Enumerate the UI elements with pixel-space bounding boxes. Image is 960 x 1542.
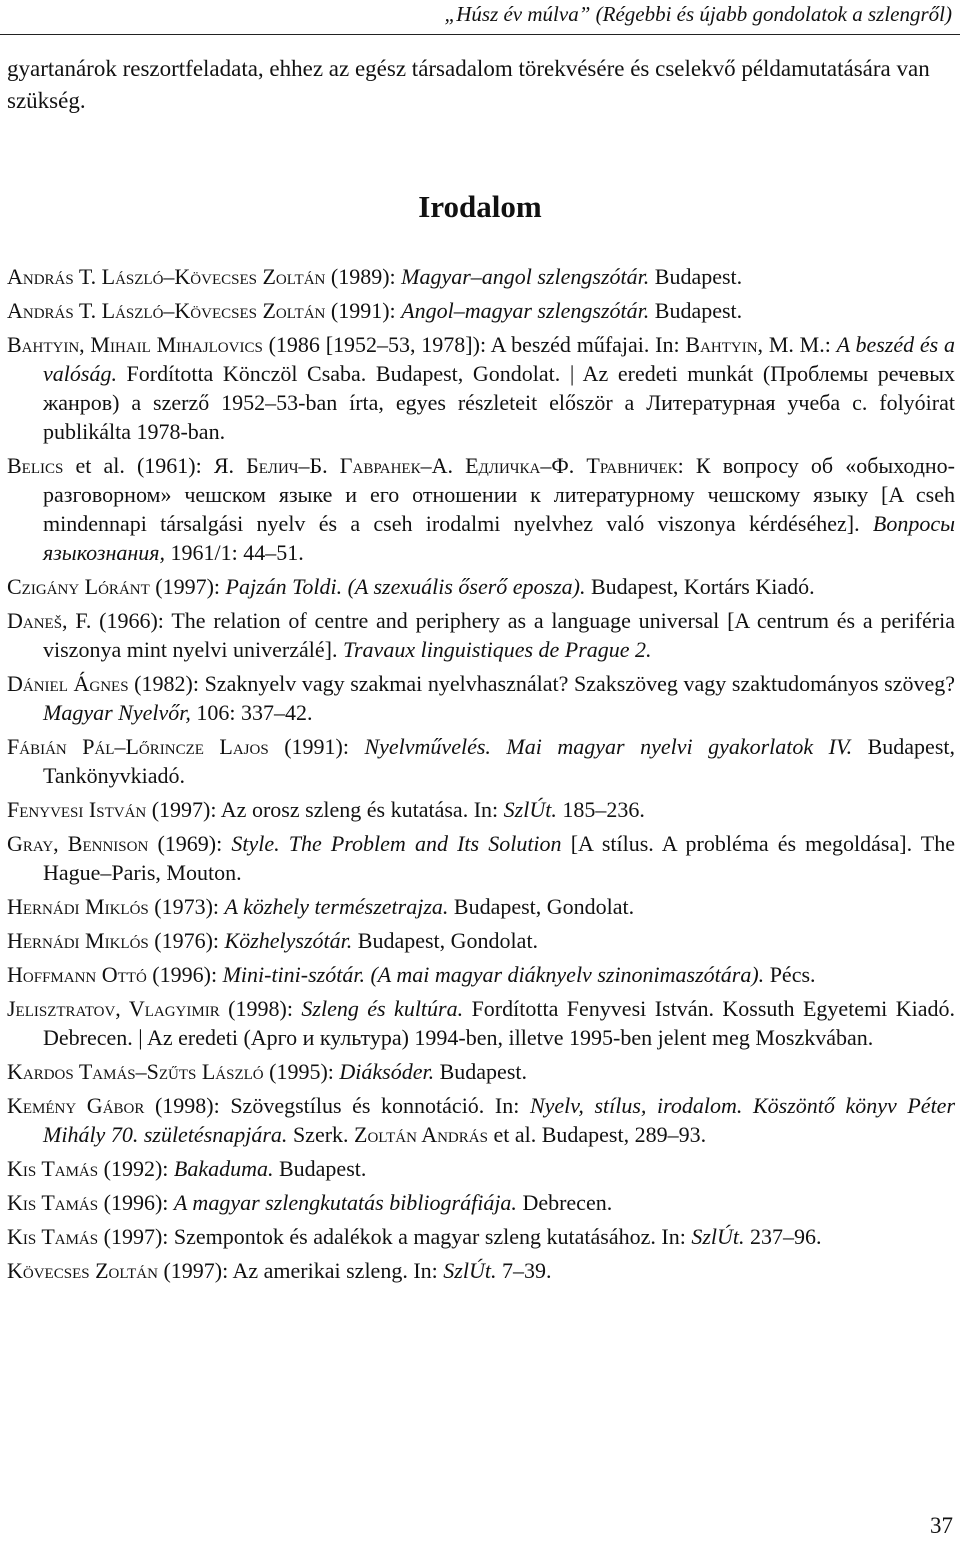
reference-text: Budapest, Gondolat. bbox=[352, 928, 539, 953]
reference-text: (1997): Szempontok és adalékok a magyar szleng kutatásához. In: bbox=[98, 1224, 692, 1249]
reference-title: SzlÚt. bbox=[443, 1258, 497, 1283]
reference-title: A közhely természetrajza. bbox=[224, 894, 449, 919]
reference-author: Kemény Gábor bbox=[7, 1093, 145, 1118]
reference-entry bbox=[7, 829, 955, 887]
reference-entry bbox=[7, 926, 955, 955]
reference-author: Kardos Tamás–Szűts László bbox=[7, 1059, 264, 1084]
reference-text: (1997): Az orosz szleng és kutatása. In: bbox=[146, 797, 504, 822]
section-title: Irodalom bbox=[418, 189, 542, 224]
reference-entry bbox=[7, 669, 955, 727]
reference-title: Nyelv, stílus, irodalom. Köszöntő könyv Péter Mihály 70. születésnapjára. bbox=[43, 1093, 956, 1147]
reference-text: [A stílus. A probléma és megoldása]. The Hague–Paris, Mouton. bbox=[43, 831, 956, 885]
reference-title: Travaux linguistiques de Prague 2. bbox=[342, 637, 652, 662]
reference-text: Fordította Könczöl Csaba. Budapest, Gondolat. | Az eredeti munkát (Проблемы речевых жанров) a szerző 1952–53-ban írta, egyes részleteit először a Литературная учеба c. folyóirat publikálta 1978-ban. bbox=[43, 361, 955, 444]
reference-text: Fordította Fenyvesi István. Kossuth Egyetemi Kiadó. Debrecen. | Az eredeti (Арго и культура) 1994-ben, illetve 1995-ben jelent meg Moszkvában. bbox=[43, 996, 956, 1050]
reference-author: Bahtyin, Mihail Mihajlovics bbox=[7, 332, 263, 357]
reference-author: Hernádi Miklós bbox=[7, 928, 149, 953]
reference-text: Budapest. bbox=[649, 264, 743, 289]
reference-title: Magyar Nyelvőr, bbox=[43, 700, 191, 725]
reference-entry bbox=[7, 795, 955, 824]
reference-title: Magyar–angol szlengszótár. bbox=[401, 264, 650, 289]
reference-text: : К вопросу об «обыходно-разговорном» чешском языке и его отношении к литературному чешскому языку [A cseh mindennapi társalgási nyelv és a cseh irodalmi nyelvhez való viszonya kérdéséhez]. bbox=[43, 453, 955, 536]
reference-author: Hernádi Miklós bbox=[7, 894, 149, 919]
reference-text: Debrecen. bbox=[516, 1190, 613, 1215]
reference-entry bbox=[7, 296, 955, 325]
reference-author: Kis Tamás bbox=[7, 1156, 99, 1181]
reference-entry bbox=[7, 1256, 955, 1285]
reference-text: et al. Budapest, 289–93. bbox=[487, 1122, 707, 1147]
intro-paragraph: gyartanárok reszortfeladata, ehhez az egész társadalom törekvésére és cselekvő példamutatására van szükség. bbox=[7, 56, 930, 113]
reference-entry bbox=[7, 451, 955, 567]
reference-title: A magyar szlengkutatás bibliográfiája. bbox=[173, 1190, 517, 1215]
reference-author: Fenyvesi István bbox=[7, 797, 147, 822]
reference-list bbox=[7, 262, 955, 1290]
reference-entry bbox=[7, 732, 955, 790]
reference-entry bbox=[7, 1091, 955, 1149]
reference-title: Mini-tini-szótár. (A mai magyar diáknyelv szinonimaszótára). bbox=[222, 962, 765, 987]
reference-author: Kis Tamás bbox=[7, 1224, 99, 1249]
reference-title: Style. The Problem and Its Solution bbox=[231, 831, 562, 856]
reference-text: : bbox=[824, 332, 837, 357]
reference-author: Czigány Lóránt bbox=[7, 574, 150, 599]
reference-title: Közhelyszótár. bbox=[224, 928, 353, 953]
running-header bbox=[0, 0, 960, 35]
reference-text: Budapest. bbox=[649, 298, 743, 323]
reference-title: Bakaduma. bbox=[173, 1156, 274, 1181]
reference-text: (1996): bbox=[146, 962, 223, 987]
reference-author: Belics bbox=[7, 453, 64, 478]
reference-text: (1969): bbox=[148, 831, 232, 856]
reference-title: Pajzán Toldi. (A szexuális őserő eposza). bbox=[225, 574, 586, 599]
reference-text: (1997): Az amerikai szleng. In: bbox=[157, 1258, 444, 1283]
reference-author: András T. László–Kövecses Zoltán bbox=[7, 264, 326, 289]
reference-text: (1976): bbox=[148, 928, 225, 953]
reference-author: Daneš, F. bbox=[7, 608, 92, 633]
reference-text: (1995): bbox=[263, 1059, 340, 1084]
reference-text: (1998): bbox=[219, 996, 302, 1021]
reference-text: (1992): bbox=[98, 1156, 174, 1181]
reference-title: Nyelvművelés. Mai magyar nyelvi gyakorlatok IV. bbox=[364, 734, 853, 759]
reference-entry bbox=[7, 572, 955, 601]
reference-text: (1991): bbox=[268, 734, 365, 759]
reference-title: A beszéd és a valóság. bbox=[43, 332, 955, 386]
reference-text: Szerk. bbox=[287, 1122, 355, 1147]
reference-text: 185–236. bbox=[556, 797, 645, 822]
reference-text: (1973): bbox=[148, 894, 225, 919]
reference-entry bbox=[7, 262, 955, 291]
reference-entry bbox=[7, 1222, 955, 1251]
reference-author: Kis Tamás bbox=[7, 1190, 99, 1215]
reference-entry bbox=[7, 606, 955, 664]
reference-author: Jelisztratov, Vlagyimir bbox=[7, 996, 220, 1021]
reference-title: SzlÚt. bbox=[691, 1224, 745, 1249]
reference-text: 7–39. bbox=[496, 1258, 552, 1283]
reference-title: Szleng és kultúra. bbox=[301, 996, 464, 1021]
reference-text: 106: 337–42. bbox=[190, 700, 313, 725]
reference-text: 1961/1: 44–51. bbox=[165, 540, 304, 565]
reference-entry bbox=[7, 1057, 955, 1086]
reference-text: Budapest, Tankönyvkiadó. bbox=[43, 734, 955, 788]
reference-author: Fábián Pál–Lőrincze Lajos bbox=[7, 734, 269, 759]
reference-author: András T. László–Kövecses Zoltán bbox=[7, 298, 326, 323]
reference-entry bbox=[7, 1188, 955, 1217]
reference-text: Budapest. bbox=[273, 1156, 367, 1181]
running-title: „Húsz év múlva” (Régebbi és újabb gondolatok a szlengről) bbox=[444, 2, 952, 26]
reference-entry bbox=[7, 330, 955, 446]
reference-text: (1982): Szaknyelv vagy szakmai nyelvhasználat? Szakszöveg vagy szaktudományos szöveg? bbox=[128, 671, 955, 696]
reference-author: Hoffmann Ottó bbox=[7, 962, 147, 987]
reference-entry bbox=[7, 892, 955, 921]
page-number: 37 bbox=[930, 1513, 953, 1538]
reference-text: (1966): The relation of centre and periphery as a language universal [A centrum és a periféria viszonya mint nyelvi univerzálé]. bbox=[43, 608, 956, 662]
reference-text: Budapest, Kortárs Kiadó. bbox=[585, 574, 815, 599]
reference-text: (1989): bbox=[325, 264, 402, 289]
reference-text: (1986 [1952–53, 1978]): A beszéd műfajai. In: bbox=[262, 332, 686, 357]
reference-text: (1991): bbox=[325, 298, 402, 323]
reference-text: Budapest. bbox=[434, 1059, 527, 1084]
reference-author: Dániel Ágnes bbox=[7, 671, 129, 696]
reference-text: (1996): bbox=[98, 1190, 174, 1215]
reference-text: 237–96. bbox=[744, 1224, 822, 1249]
reference-author: Zoltán András bbox=[354, 1122, 488, 1147]
reference-title: Вопросы языкознания, bbox=[43, 511, 955, 565]
reference-author: Bahtyin, M. M. bbox=[685, 332, 825, 357]
reference-text: (1997): bbox=[149, 574, 226, 599]
reference-text: (1998): Szövegstílus és konnotáció. In: bbox=[144, 1093, 530, 1118]
reference-text: Pécs. bbox=[764, 962, 816, 987]
reference-title: Diáksóder. bbox=[339, 1059, 435, 1084]
reference-title: Angol–magyar szlengszótár. bbox=[401, 298, 650, 323]
reference-title: SzlÚt. bbox=[503, 797, 557, 822]
reference-text: Budapest, Gondolat. bbox=[448, 894, 635, 919]
reference-entry bbox=[7, 1154, 955, 1183]
reference-entry bbox=[7, 994, 955, 1052]
reference-entry bbox=[7, 960, 955, 989]
reference-text: et al. (1961): bbox=[63, 453, 214, 478]
reference-author: Я. Белич–Б. Гавранек–А. Едличка–Ф. Травничек bbox=[213, 453, 678, 478]
reference-author: Gray, Bennison bbox=[7, 831, 149, 856]
reference-author: Kövecses Zoltán bbox=[7, 1258, 158, 1283]
